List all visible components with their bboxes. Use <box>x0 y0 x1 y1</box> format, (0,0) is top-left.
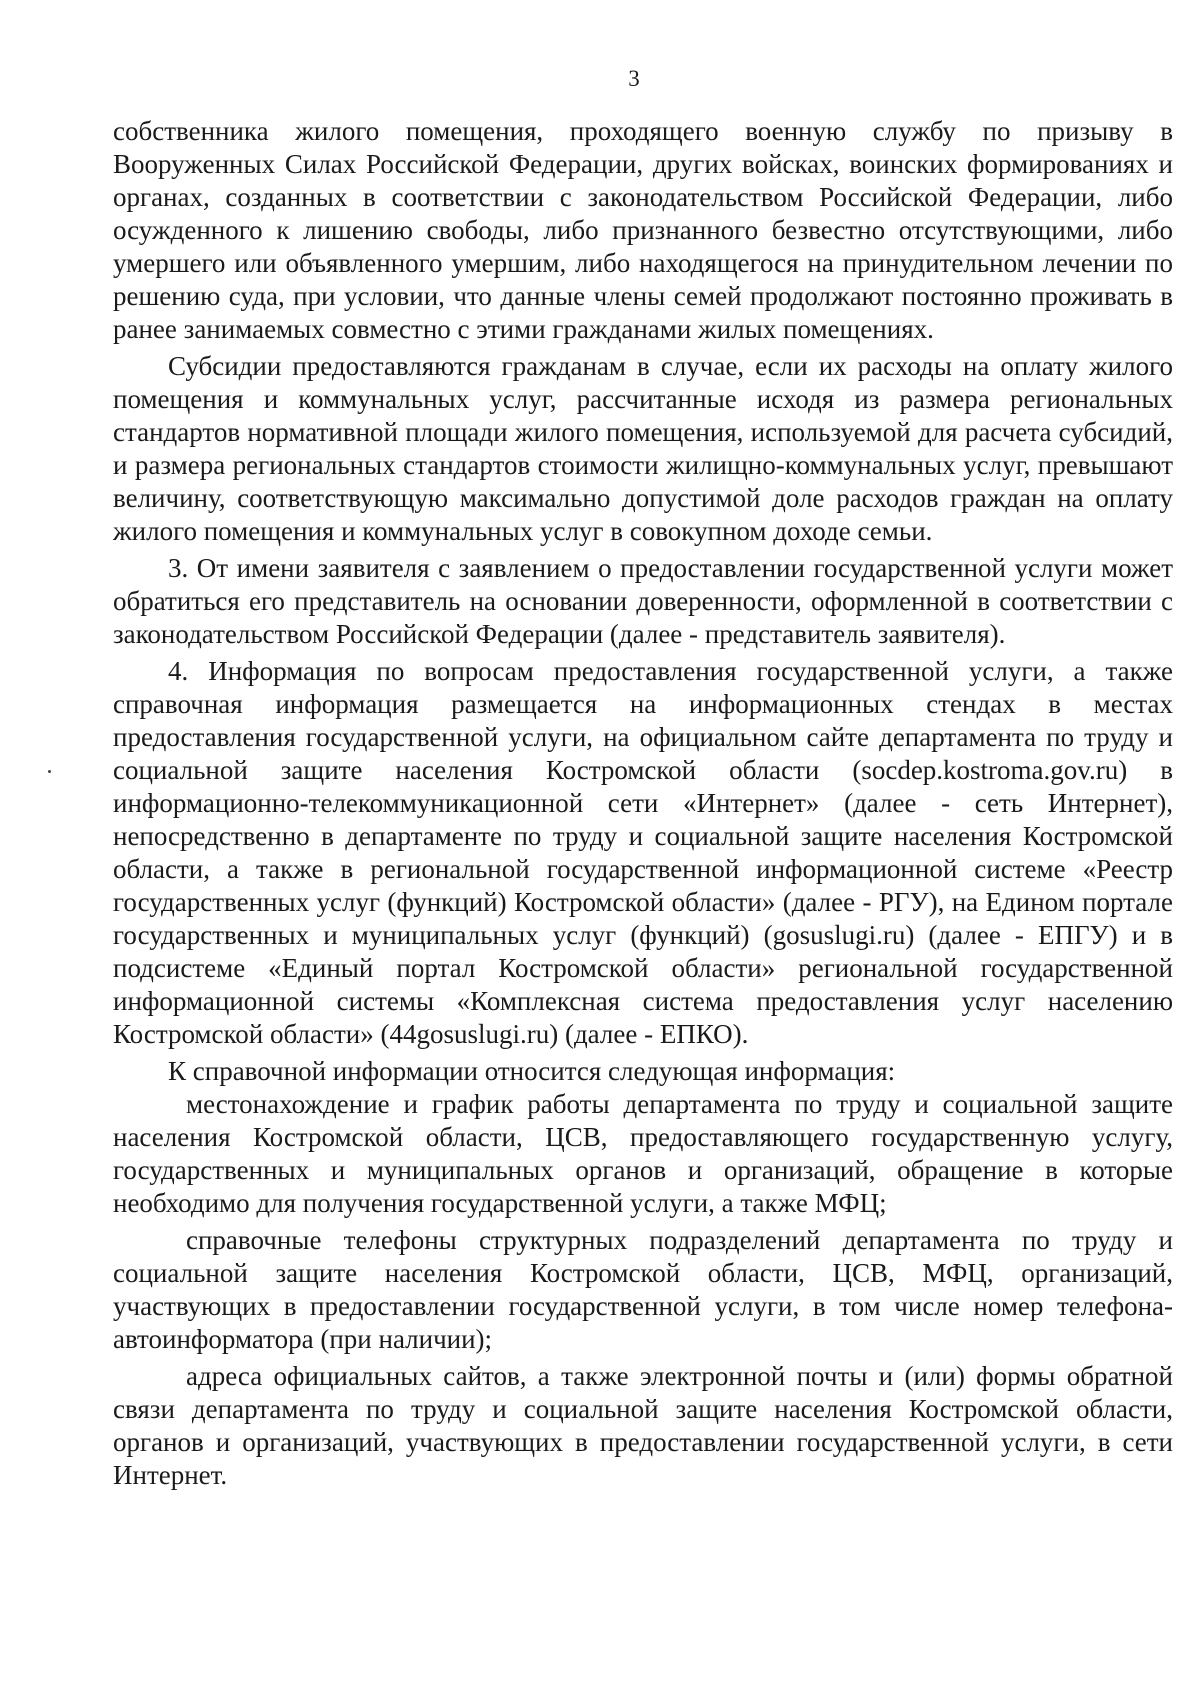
paragraph-item-4: 4. Информация по вопросам предоставления государственной услуги, а также справочная информация размещается на информационных стендах в местах предоставления государственной услуги, на официальном сайте департамента по труду и социальной защите населения Костромской области (socdep.kostroma.gov.ru) в информационно-телекоммуникационной сети «Интернет» (далее - сеть Интернет), непосредственно в департаменте по труду и социальной защите населения Костромской области, а также в региональной государственной информационной системе «Реестр государственных услуг (функций) Костромской области» (далее - РГУ), на Едином портале государственных и муниципальных услуг (функций) (gosuslugi.ru) (далее - ЕПГУ) и в подсистеме «Единый портал Костромской области» региональной государственной информационной системы «Комплексная система предоставления услуг населению Костромской области» (44gosuslugi.ru) (далее - ЕПКО). <box>113 656 1173 1049</box>
paragraph-continuation: собственника жилого помещения, проходящего военную службу по призыву в Вооруженных Силах Российской Федерации, других войсках, воинских формированиях и органах, созданных в соответствии с законодательством Российской Федерации, либо осужденного к лишению свободы, либо признанного безвестно отсутствующими, либо умершего или объявленного умершим, либо находящегося на принудительном лечении по решению суда, при условии, что данные члены семей продолжают постоянно проживать в ранее занимаемых совместно с этими гражданами жилых помещениях. <box>113 116 1173 344</box>
paragraph-reference-info-intro: К справочной информации относится следующая информация: <box>168 1056 896 1086</box>
paragraph-websites: адреса официальных сайтов, а также электронной почты и (или) формы обратной связи департамента по труду и социальной защите населения Костромской области, органов и организаций, участвующих в предоставлении государственной услуги, в сети Интернет. <box>113 1361 1173 1490</box>
paragraph-item-3: 3. От имени заявителя с заявлением о предоставлении государственной услуги может обратиться его представитель на основании доверенности, оформленной в соответствии с законодательством Российской Федерации (далее - представитель заявителя). <box>113 553 1173 649</box>
paragraph-phones: справочные телефоны структурных подразделений департамента по труду и социальной защите населения Костромской области, ЦСВ, МФЦ, организаций, участвующих в предоставлении государственной услуги, в том числе номер телефона-автоинформатора (при наличии); <box>113 1225 1173 1354</box>
scan-artifact-dot <box>48 770 51 773</box>
document-body <box>113 115 1173 1492</box>
paragraph-location-schedule: местонахождение и график работы департамента по труду и социальной защите населения Костромской области, ЦСВ, предоставляющего государственную услугу, государственных и муниципальных органов и организаций, обращение в которые необходимо для получения государственной услуги, а также МФЦ; <box>113 1089 1173 1218</box>
paragraph-subsidies: Субсидии предоставляются гражданам в случае, если их расходы на оплату жилого помещения и коммунальных услуг, рассчитанные исходя из размера региональных стандартов нормативной площади жилого помещения, используемой для расчета субсидий, и размера региональных стандартов стоимости жилищно-коммунальных услуг, превышают величину, соответствующую максимально допустимой доле расходов граждан на оплату жилого помещения и коммунальных услуг в совокупном доходе семьи. <box>113 351 1173 546</box>
page-number: 3 <box>628 66 640 91</box>
